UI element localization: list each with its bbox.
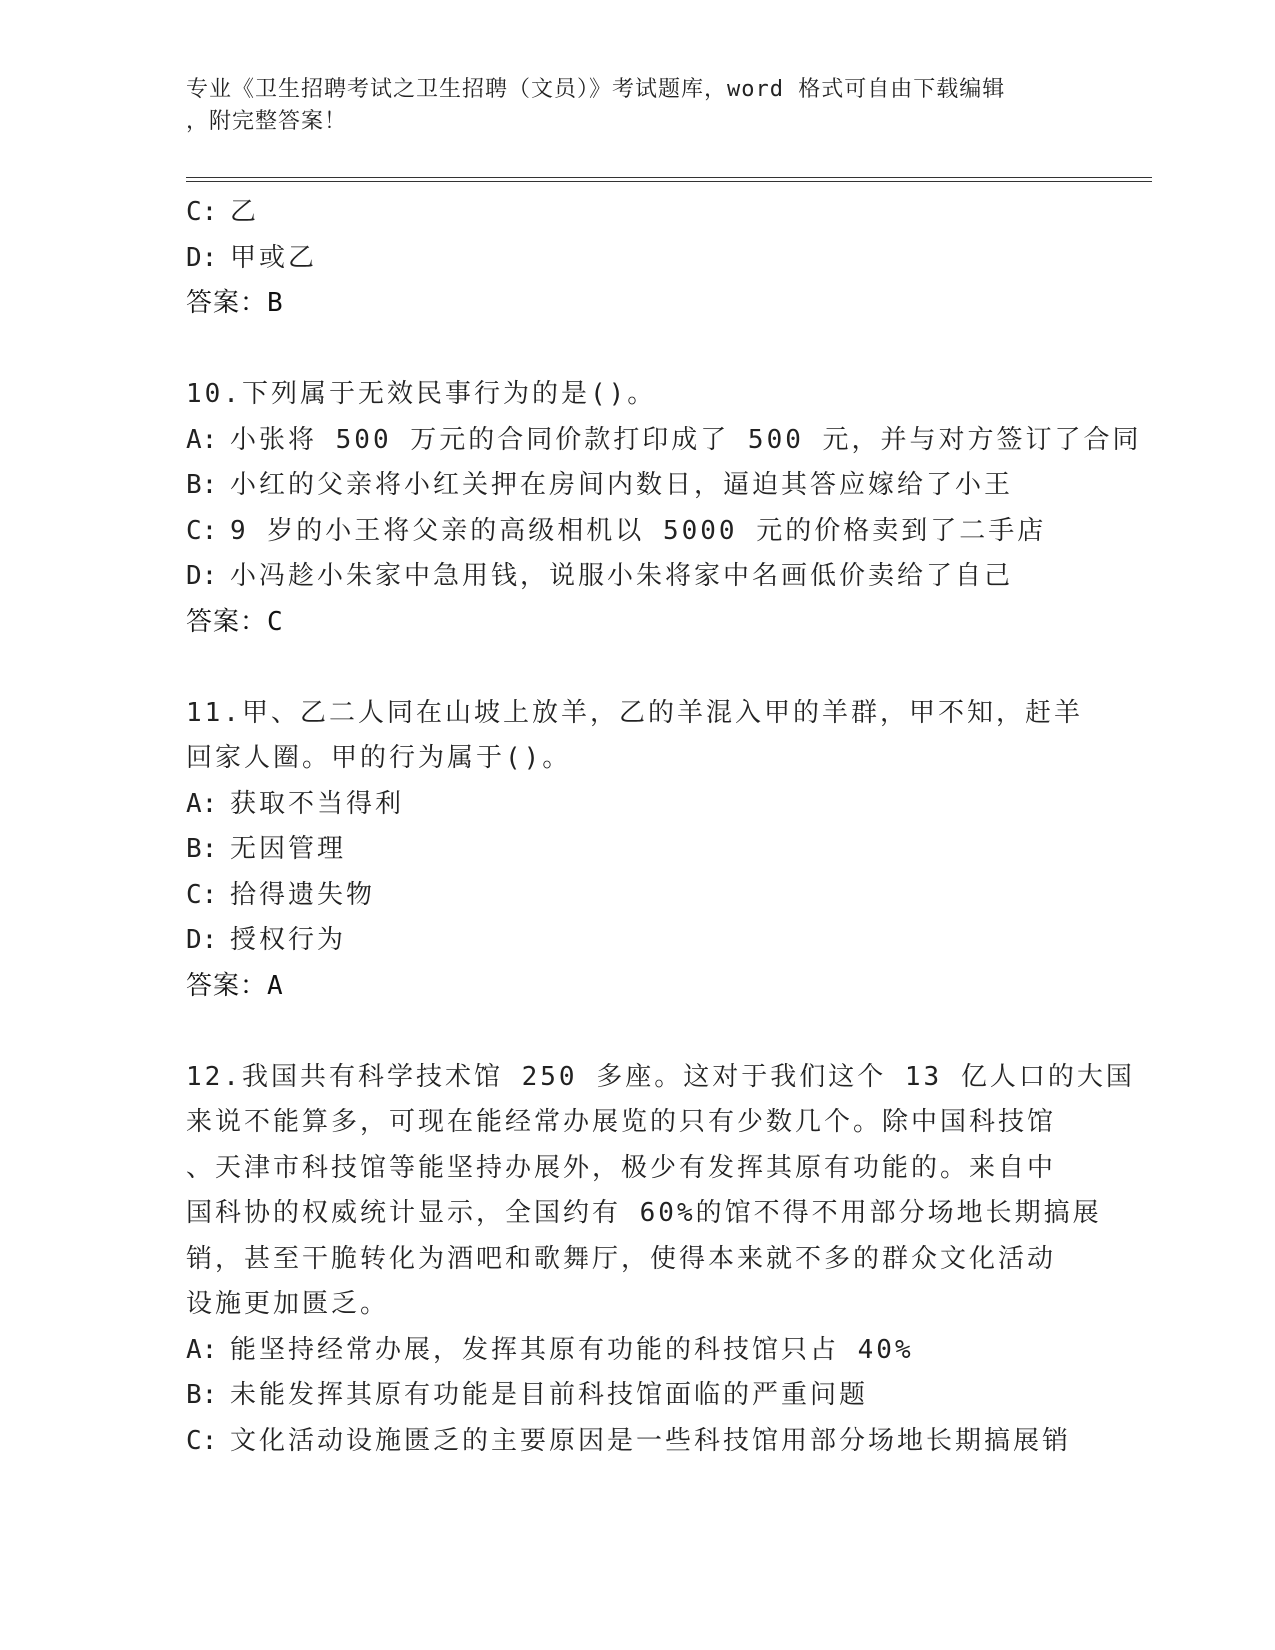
option-text: 小红的父亲将小红关押在房间内数日，逼迫其答应嫁给了小王: [230, 470, 1014, 500]
option-c: [186, 1419, 1086, 1465]
option-label: C:: [186, 197, 218, 227]
option-c: [186, 873, 1086, 919]
option-a: [186, 782, 1086, 828]
option-label: B:: [186, 1380, 218, 1410]
option-d: [186, 236, 1086, 282]
option-label: C:: [186, 879, 218, 910]
option-text: 未能发挥其原有功能是目前科技馆面临的严重问题: [230, 1380, 869, 1410]
option-text: 获取不当得利: [230, 788, 405, 819]
option-label: C:: [186, 1425, 218, 1456]
option-label: A:: [186, 424, 218, 455]
answer-line: 答案：B: [186, 288, 284, 318]
spacer: [186, 1009, 1086, 1055]
document-header: [186, 74, 1076, 138]
option-c: [186, 509, 1086, 555]
option-label: C:: [186, 515, 218, 546]
option-b: [186, 827, 1086, 873]
option-text: 乙: [230, 197, 260, 227]
option-text: 无因管理: [230, 834, 347, 864]
option-label: B:: [186, 470, 218, 500]
option-text: 文化活动设施匮乏的主要原因是一些科技馆用部分场地长期搞展销: [230, 1425, 1072, 1456]
question-12: [186, 1055, 1135, 1465]
header-line-2: ，附完整答案！: [186, 109, 348, 134]
question-stem: 设施更加匮乏。: [186, 1289, 390, 1319]
option-b: [186, 1373, 1086, 1419]
option-text: 小张将 500 万元的合同价款打印成了 500 元，并与对方签订了合同: [230, 424, 1142, 455]
question-11: [186, 691, 1086, 1010]
answer-line: 答案：A: [186, 970, 284, 1001]
option-b: [186, 463, 1086, 509]
option-d: [186, 554, 1086, 600]
option-text: 拾得遗失物: [230, 879, 376, 910]
option-label: A:: [186, 1334, 218, 1365]
header-divider-bottom: [186, 181, 1152, 182]
question-stem: 12.我国共有科学技术馆 250 多座。这对于我们这个 13 亿人口的大国: [186, 1061, 1135, 1092]
header-divider-top: [186, 177, 1152, 178]
option-text: 甲或乙: [230, 242, 318, 273]
question-stem: 10.下列属于无效民事行为的是()。: [186, 379, 657, 409]
question-stem: 11.甲、乙二人同在山坡上放羊，乙的羊混入甲的羊群，甲不知，赶羊: [186, 697, 1083, 728]
question-10: [186, 372, 1142, 645]
question-stem: 回家人圈。甲的行为属于()。: [186, 743, 572, 773]
answer-line: 答案：C: [186, 606, 284, 637]
option-text: 9 岁的小王将父亲的高级相机以 5000 元的价格卖到了二手店: [230, 515, 1047, 546]
question-stem: 、天津市科技馆等能坚持办展外，极少有发挥其原有功能的。来自中: [186, 1152, 1057, 1183]
option-text: 授权行为: [230, 925, 347, 955]
question-stem: 来说不能算多，可现在能经常办展览的只有少数几个。除中国科技馆: [186, 1107, 1057, 1137]
option-c: [186, 190, 1086, 236]
option-text: 能坚持经常办展，发挥其原有功能的科技馆只占 40%: [230, 1334, 914, 1365]
option-label: D:: [186, 242, 218, 273]
option-text: 小冯趁小朱家中急用钱，说服小朱将家中名画低价卖给了自己: [230, 561, 1014, 591]
option-a: [186, 1328, 1086, 1374]
spacer: [186, 645, 1086, 691]
option-label: D:: [186, 925, 218, 955]
option-label: A:: [186, 788, 218, 819]
spacer: [186, 327, 1086, 373]
option-label: B:: [186, 834, 218, 864]
question-9-tail: [186, 190, 1086, 327]
option-label: D:: [186, 561, 218, 591]
option-a: [186, 418, 1142, 464]
option-d: [186, 918, 1086, 964]
question-stem: 销，甚至干脆转化为酒吧和歌舞厅，使得本来就不多的群众文化活动: [186, 1243, 1057, 1274]
header-line-1: 专业《卫生招聘考试之卫生招聘（文员）》考试题库，word 格式可自由下载编辑: [186, 77, 1006, 102]
question-stem: 国科协的权威统计显示，全国约有 60%的馆不得不用部分场地长期搞展: [186, 1198, 1102, 1228]
document-body: [186, 190, 1142, 1464]
